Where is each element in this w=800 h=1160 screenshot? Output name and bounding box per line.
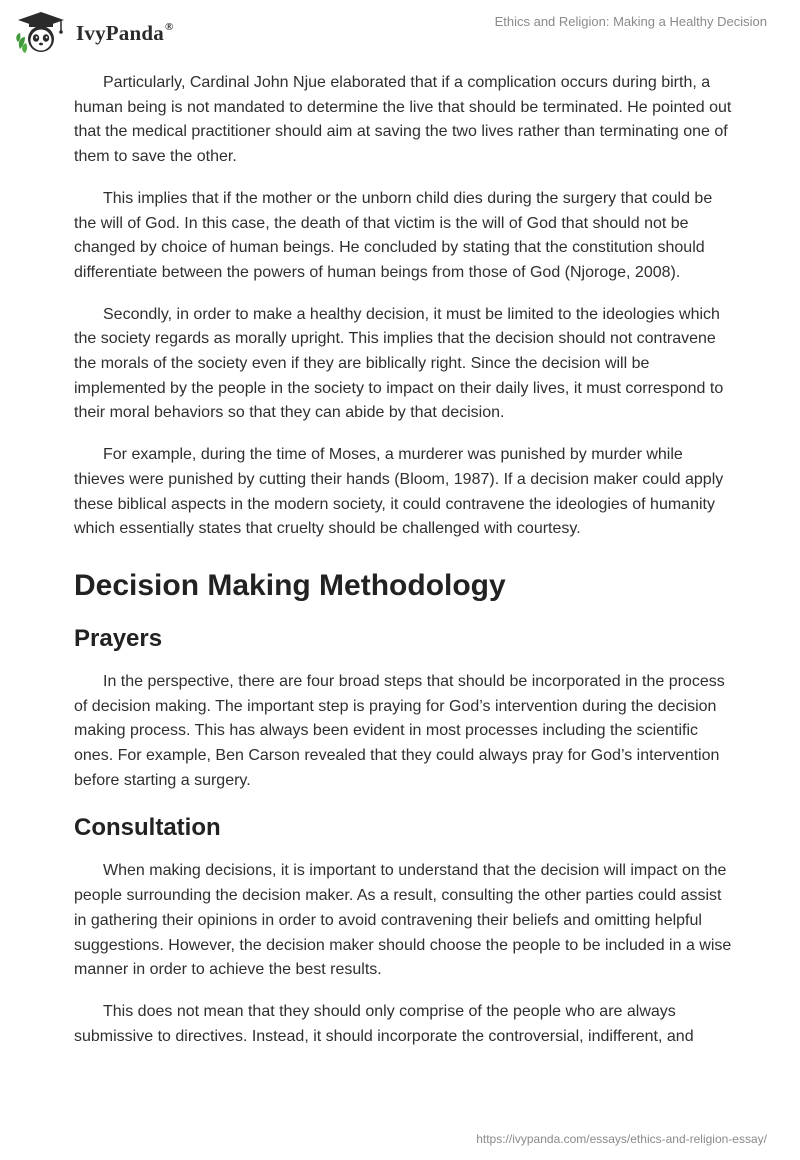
paragraph: In the perspective, there are four broad steps that should be incorporated in the process of decision making. The important step is praying for God’s intervention during the decision making process. This has always been evident in most processes including the scientific ones. For example, Ben Carson revealed that they could always pray for God’s intervention before starting a surgery. xyxy=(74,672,725,789)
paragraph: Secondly, in order to make a healthy decision, it must be limited to the ideologies which the society regards as morally upright. This implies that the decision should not contravene the morals of the society even if they are biblically right. Since the decision will be implemented by the people in the society to impact on their daily lives, it must correspond to their moral behaviors so that they can abide by that decision. xyxy=(74,305,724,422)
registered-mark: ® xyxy=(164,20,174,33)
page-header xyxy=(0,0,800,60)
document-title: Ethics and Religion: Making a Healthy Decision xyxy=(494,14,767,29)
paragraph: Particularly, Cardinal John Njue elaborated that if a complication occurs during birth, a human being is not mandated to determine the live that should be terminated. He pointed out that the medical practitioner should aim at saving the two lives rather than terminating one of them to save the other. xyxy=(74,74,732,166)
subheading-consultation: Consultation xyxy=(74,814,221,842)
essay-content xyxy=(74,71,734,1066)
section-heading-decision-making-methodology: Decision Making Methodology xyxy=(74,568,506,602)
source-url[interactable]: https://ivypanda.com/essays/ethics-and-religion-essay/ xyxy=(476,1132,767,1146)
paragraph: This does not mean that they should only comprise of the people who are always submissive to directives. Instead, it should incorporate the controversial, indifferent, and xyxy=(74,1002,694,1045)
panda-graduate-icon xyxy=(14,9,68,55)
paragraph: This implies that if the mother or the unborn child dies during the surgery that could be the will of God. In this case, the death of that victim is the will of God that should not be changed by choice of human beings. He concluded by stating that the constitution should differentiate between the powers of human beings from those of God (Njoroge, 2008). xyxy=(74,189,713,281)
paragraph: When making decisions, it is important to understand that the decision will impact on the people surrounding the decision maker. As a result, consulting the other parties could assist in gathering their opinions in order to avoid contravening their beliefs and omitting helpful suggestions. However, the decision maker should choose the people to be included in a wise manner in order to achieve the best results. xyxy=(74,862,732,979)
brand-name: IvyPanda® xyxy=(76,20,174,45)
subheading-prayers: Prayers xyxy=(74,624,163,652)
paragraph: For example, during the time of Moses, a murderer was punished by murder while thieves were punished by cutting their hands (Bloom, 1987). If a decision maker could apply these biblical aspects in the modern society, it could contravene the ideologies of humanity which essentially states that cruelty should be challenged with courtesy. xyxy=(74,446,724,538)
ivypanda-logo[interactable] xyxy=(14,8,224,56)
